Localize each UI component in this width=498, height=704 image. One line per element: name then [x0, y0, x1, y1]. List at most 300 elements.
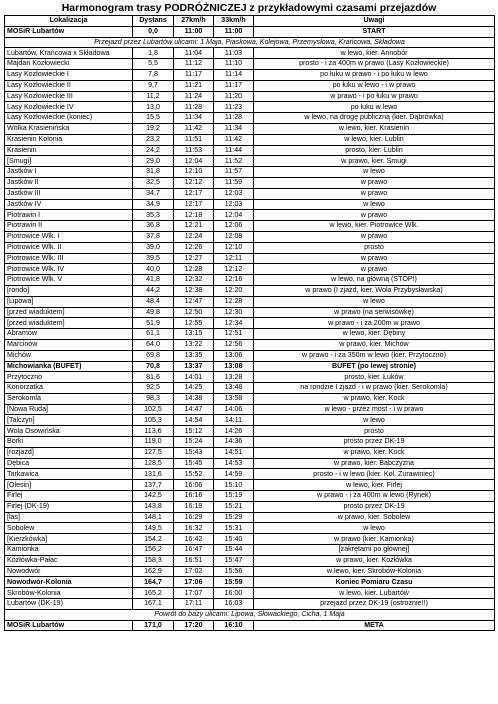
location-cell: Piotrowice Wlk. I: [5, 231, 133, 242]
table-row: [5, 577, 495, 588]
notes-cell: w prawo, kier. Babczyzna: [254, 458, 495, 469]
time-27-cell: 12:32: [174, 275, 214, 286]
schedule-rows: [5, 26, 495, 631]
time-33-cell: 11:14: [214, 69, 254, 80]
time-27-cell: 16:19: [174, 501, 214, 512]
time-27-cell: 12:26: [174, 242, 214, 253]
table-row: [5, 372, 495, 383]
location-cell: [przed wiaduktem]: [5, 307, 133, 318]
time-27-cell: 14:54: [174, 415, 214, 426]
location-cell: Serokomla: [5, 393, 133, 404]
schedule-table: [4, 15, 495, 631]
notes-cell: w lewo: [254, 415, 495, 426]
time-27-cell: 12:04: [174, 156, 214, 167]
notes-cell: w prawo, kier. Michów: [254, 339, 495, 350]
table-row: [5, 145, 495, 156]
time-33-cell: 12:03: [214, 188, 254, 199]
distance-cell: 24,2: [133, 145, 174, 156]
notes-cell: w prawo, kier. Kock: [254, 447, 495, 458]
time-33-cell: 12:30: [214, 307, 254, 318]
time-33-cell: 11:20: [214, 91, 254, 102]
location-cell: Piotrowice Wlk. III: [5, 253, 133, 264]
table-row: [5, 566, 495, 577]
time-33-cell: 14:59: [214, 469, 254, 480]
table-row: [5, 458, 495, 469]
time-33-cell: 12:03: [214, 199, 254, 210]
distance-cell: 165,2: [133, 588, 174, 599]
table-row: [5, 523, 495, 534]
location-cell: [Lipowa]: [5, 296, 133, 307]
distance-cell: 148,1: [133, 512, 174, 523]
table-row: [5, 264, 495, 275]
notes-cell: w prawo (na serwisówkę): [254, 307, 495, 318]
time-33-cell: 14:51: [214, 447, 254, 458]
time-33-cell: 12:20: [214, 285, 254, 296]
table-row: [5, 231, 495, 242]
distance-cell: 34,7: [133, 188, 174, 199]
time-27-cell: 11:42: [174, 123, 214, 134]
location-cell: Lasy Kozłowieckie I: [5, 69, 133, 80]
table-row: [5, 242, 495, 253]
time-27-cell: 15:52: [174, 469, 214, 480]
distance-cell: 143,8: [133, 501, 174, 512]
table-row: [5, 210, 495, 221]
distance-cell: 154,2: [133, 534, 174, 545]
distance-cell: 0,0: [133, 26, 174, 37]
table-row: [5, 534, 495, 545]
time-27-cell: 16:51: [174, 555, 214, 566]
table-row: [5, 491, 495, 502]
table-row: [5, 480, 495, 491]
distance-cell: 7,8: [133, 69, 174, 80]
time-27-cell: 11:28: [174, 102, 214, 113]
time-33-cell: 14:26: [214, 426, 254, 437]
time-27-cell: 12:27: [174, 253, 214, 264]
time-33-cell: 11:28: [214, 113, 254, 124]
notes-cell: w prawo: [254, 253, 495, 264]
time-33-cell: 12:28: [214, 296, 254, 307]
notes-cell: w prawo: [254, 264, 495, 275]
time-33-cell: 12:08: [214, 231, 254, 242]
table-row: [5, 221, 495, 232]
time-33-cell: 11:03: [214, 48, 254, 59]
table-row: [5, 113, 495, 124]
location-cell: [Olesin]: [5, 480, 133, 491]
notes-cell: w lewo, na drogę publiczną (kier. Dąbrówka): [254, 113, 495, 124]
notes-cell: Koniec Pomiaru Czasu: [254, 577, 495, 588]
distance-cell: 156,2: [133, 545, 174, 556]
time-27-cell: 12:24: [174, 231, 214, 242]
header-time-27: 27km/h: [174, 16, 214, 27]
time-27-cell: 17:06: [174, 577, 214, 588]
notes-cell: w lewo, kier. Skrobów-Kolonia: [254, 566, 495, 577]
location-cell: Krasienin: [5, 145, 133, 156]
time-27-cell: 12:17: [174, 199, 214, 210]
table-row: [5, 307, 495, 318]
notes-cell: w lewo: [254, 523, 495, 534]
location-cell: Firlej: [5, 491, 133, 502]
distance-cell: 92,5: [133, 383, 174, 394]
location-cell: Nowodwór: [5, 566, 133, 577]
table-row: [5, 555, 495, 566]
table-row: [5, 188, 495, 199]
table-row: [5, 275, 495, 286]
distance-cell: 37,8: [133, 231, 174, 242]
table-row: [5, 199, 495, 210]
time-33-cell: 12:12: [214, 264, 254, 275]
distance-cell: 35,3: [133, 210, 174, 221]
notes-cell: prosto, kier. Lublin: [254, 145, 495, 156]
table-row: [5, 156, 495, 167]
location-cell: Jastków II: [5, 177, 133, 188]
location-cell: [las]: [5, 512, 133, 523]
location-cell: Jastków I: [5, 167, 133, 178]
time-33-cell: 11:17: [214, 80, 254, 91]
time-33-cell: 12:56: [214, 339, 254, 350]
time-33-cell: 12:51: [214, 329, 254, 340]
time-33-cell: 14:53: [214, 458, 254, 469]
location-cell: Tarkawica: [5, 469, 133, 480]
table-row: [5, 285, 495, 296]
time-33-cell: 15:47: [214, 555, 254, 566]
table-row: [5, 123, 495, 134]
location-cell: Sobolew: [5, 523, 133, 534]
route-note-row: [5, 37, 495, 48]
distance-cell: 171,0: [133, 620, 174, 631]
distance-cell: 48,4: [133, 296, 174, 307]
table-row: [5, 501, 495, 512]
distance-cell: 11,2: [133, 91, 174, 102]
time-33-cell: 15:21: [214, 501, 254, 512]
notes-cell: w lewo: [254, 296, 495, 307]
time-33-cell: 13:06: [214, 350, 254, 361]
notes-cell: w lewo, kier. Lublin: [254, 134, 495, 145]
time-27-cell: 16:42: [174, 534, 214, 545]
distance-cell: 64,0: [133, 339, 174, 350]
table-row: [5, 339, 495, 350]
notes-cell: w prawo - i za 400m w lewo (Rynek): [254, 491, 495, 502]
table-row: [5, 426, 495, 437]
time-27-cell: 15:45: [174, 458, 214, 469]
time-27-cell: 14:47: [174, 404, 214, 415]
time-33-cell: 15:59: [214, 577, 254, 588]
time-33-cell: 16:03: [214, 599, 254, 610]
time-27-cell: 12:17: [174, 188, 214, 199]
header-row: [5, 16, 495, 27]
time-33-cell: 11:42: [214, 134, 254, 145]
notes-cell: prosto przez DK-19: [254, 501, 495, 512]
notes-cell: w prawo - i po łuku w prawo: [254, 91, 495, 102]
time-33-cell: 14:36: [214, 437, 254, 448]
table-row: [5, 59, 495, 70]
time-27-cell: 17:11: [174, 599, 214, 610]
table-row: [5, 102, 495, 113]
time-27-cell: 17:20: [174, 620, 214, 631]
table-row: [5, 177, 495, 188]
location-cell: Skrobów-Kolonia: [5, 588, 133, 599]
location-cell: Kamionka: [5, 545, 133, 556]
time-33-cell: 12:34: [214, 318, 254, 329]
time-27-cell: 11:04: [174, 48, 214, 59]
time-27-cell: 15:12: [174, 426, 214, 437]
location-cell: Borki: [5, 437, 133, 448]
time-27-cell: 11:51: [174, 134, 214, 145]
time-27-cell: 16:29: [174, 512, 214, 523]
distance-cell: 131,6: [133, 469, 174, 480]
location-cell: Wola Osowińska: [5, 426, 133, 437]
time-27-cell: 11:53: [174, 145, 214, 156]
table-row: [5, 545, 495, 556]
notes-cell: w prawo, kier. Kock: [254, 393, 495, 404]
distance-cell: 81,6: [133, 372, 174, 383]
location-cell: Michów: [5, 350, 133, 361]
route-note-row: [5, 609, 495, 620]
time-27-cell: 15:24: [174, 437, 214, 448]
time-27-cell: 15:43: [174, 447, 214, 458]
header-distance: Dystans: [133, 16, 174, 27]
table-row: [5, 383, 495, 394]
distance-cell: 70,8: [133, 361, 174, 372]
distance-cell: 98,3: [133, 393, 174, 404]
table-row: [5, 26, 495, 37]
distance-cell: 105,3: [133, 415, 174, 426]
distance-cell: 5,5: [133, 59, 174, 70]
table-row: [5, 415, 495, 426]
distance-cell: 49,8: [133, 307, 174, 318]
time-33-cell: 13:58: [214, 393, 254, 404]
table-row: [5, 512, 495, 523]
notes-cell: prosto, kier. Łuków: [254, 372, 495, 383]
distance-cell: 19,2: [133, 123, 174, 134]
time-33-cell: 15:40: [214, 534, 254, 545]
time-33-cell: 15:19: [214, 491, 254, 502]
time-27-cell: 13:22: [174, 339, 214, 350]
table-row: [5, 296, 495, 307]
notes-cell: w prawo (kier. Kamionka): [254, 534, 495, 545]
time-33-cell: 14:11: [214, 415, 254, 426]
time-33-cell: 11:57: [214, 167, 254, 178]
time-33-cell: 12:11: [214, 253, 254, 264]
time-33-cell: 11:59: [214, 177, 254, 188]
header-notes: Uwagi: [254, 16, 495, 27]
time-27-cell: 12:50: [174, 307, 214, 318]
location-cell: Piotrowice Wlk. V: [5, 275, 133, 286]
time-27-cell: 14:01: [174, 372, 214, 383]
distance-cell: 128,5: [133, 458, 174, 469]
notes-cell: w lewo: [254, 167, 495, 178]
time-27-cell: 12:55: [174, 318, 214, 329]
time-27-cell: 14:38: [174, 393, 214, 404]
time-33-cell: 16:00: [214, 588, 254, 599]
route-note: Powrót do bazy ulicami: Lipowa, Słowackiego, Cicha, 1 Maja: [5, 609, 495, 620]
time-27-cell: 16:47: [174, 545, 214, 556]
table-row: [5, 80, 495, 91]
location-cell: [rondo]: [5, 285, 133, 296]
table-row: [5, 253, 495, 264]
table-row: [5, 393, 495, 404]
location-cell: [Talczyn]: [5, 415, 133, 426]
distance-cell: 36,8: [133, 221, 174, 232]
time-27-cell: 14:25: [174, 383, 214, 394]
location-cell: Krasienin Kolonia: [5, 134, 133, 145]
notes-cell: w prawo (I zjazd, kier. Wola Przybysławska): [254, 285, 495, 296]
location-cell: Dębica: [5, 458, 133, 469]
notes-cell: przejazd przez DK-19 (ostrożnie!!): [254, 599, 495, 610]
table-row: [5, 404, 495, 415]
table-row: [5, 588, 495, 599]
distance-cell: 40,0: [133, 264, 174, 275]
notes-cell: w lewo, kier. Lubartów: [254, 588, 495, 599]
table-row: [5, 620, 495, 631]
distance-cell: 69,8: [133, 350, 174, 361]
time-27-cell: 12:38: [174, 285, 214, 296]
distance-cell: 102,5: [133, 404, 174, 415]
location-cell: Lasy Kozłowieckie IV: [5, 102, 133, 113]
time-27-cell: 12:18: [174, 210, 214, 221]
location-cell: Piotrowice Wlk. II: [5, 242, 133, 253]
location-cell: Lubartów, Krańcowa x Składowa: [5, 48, 133, 59]
location-cell: [Nowa Ruda]: [5, 404, 133, 415]
location-cell: Lasy Kozłowieckie (koniec): [5, 113, 133, 124]
time-27-cell: 12:12: [174, 177, 214, 188]
time-33-cell: 11:52: [214, 156, 254, 167]
location-cell: Jastków III: [5, 188, 133, 199]
time-27-cell: 16:16: [174, 491, 214, 502]
table-row: [5, 48, 495, 59]
distance-cell: 164,7: [133, 577, 174, 588]
notes-cell: prosto: [254, 242, 495, 253]
location-cell: Jastków IV: [5, 199, 133, 210]
table-row: [5, 91, 495, 102]
time-33-cell: 12:06: [214, 221, 254, 232]
notes-cell: w lewo, kier. Dębiny: [254, 329, 495, 340]
location-cell: [rozjazd]: [5, 447, 133, 458]
time-27-cell: 11:17: [174, 69, 214, 80]
notes-cell: prosto przez DK-19: [254, 437, 495, 448]
notes-cell: prosto - i za 400m w prawo (Lasy Kozłowieckie): [254, 59, 495, 70]
notes-cell: prosto: [254, 426, 495, 437]
table-row: [5, 69, 495, 80]
notes-cell: BUFET (po lewej stronie): [254, 361, 495, 372]
distance-cell: 127,5: [133, 447, 174, 458]
location-cell: [przed wiaduktem]: [5, 318, 133, 329]
notes-cell: w prawo - i za 200m w prawo: [254, 318, 495, 329]
time-27-cell: 12:28: [174, 264, 214, 275]
distance-cell: 158,3: [133, 555, 174, 566]
distance-cell: 13,0: [133, 102, 174, 113]
location-cell: Michowianka (BUFET): [5, 361, 133, 372]
time-27-cell: 13:15: [174, 329, 214, 340]
time-33-cell: 15:10: [214, 480, 254, 491]
table-row: [5, 318, 495, 329]
time-27-cell: 11:24: [174, 91, 214, 102]
distance-cell: 142,5: [133, 491, 174, 502]
table-row: [5, 134, 495, 145]
time-33-cell: 12:04: [214, 210, 254, 221]
time-33-cell: 13:48: [214, 383, 254, 394]
distance-cell: 23,2: [133, 134, 174, 145]
notes-cell: START: [254, 26, 495, 37]
location-cell: Piotrawin I: [5, 210, 133, 221]
table-row: [5, 447, 495, 458]
time-27-cell: 11:34: [174, 113, 214, 124]
notes-cell: META: [254, 620, 495, 631]
time-33-cell: 15:29: [214, 512, 254, 523]
distance-cell: 41,8: [133, 275, 174, 286]
distance-cell: 119,0: [133, 437, 174, 448]
notes-cell: w lewo - przez most - i w prawo: [254, 404, 495, 415]
location-cell: Piotrowice Wlk. IV: [5, 264, 133, 275]
location-cell: Kozłówka-Pałac: [5, 555, 133, 566]
location-cell: Wólka Krasienińska: [5, 123, 133, 134]
page-title: Harmonogram trasy PODRÓŻNICZEJ z przykładowymi czasami przejazdów: [61, 2, 437, 14]
time-33-cell: 15:56: [214, 566, 254, 577]
time-27-cell: 13:37: [174, 361, 214, 372]
notes-cell: w prawo: [254, 210, 495, 221]
notes-cell: w prawo, kier. Kozłówka: [254, 555, 495, 566]
time-27-cell: 13:35: [174, 350, 214, 361]
time-27-cell: 12:21: [174, 221, 214, 232]
location-cell: Lasy Kozłowieckie III: [5, 91, 133, 102]
distance-cell: 167,1: [133, 599, 174, 610]
location-cell: Lubartów (DK-19): [5, 599, 133, 610]
notes-cell: w prawo, kier. Smugi: [254, 156, 495, 167]
time-33-cell: 15:31: [214, 523, 254, 534]
distance-cell: 1,8: [133, 48, 174, 59]
notes-cell: po łuku w prawo - i po łuku w lewo: [254, 69, 495, 80]
distance-cell: 39,0: [133, 242, 174, 253]
location-cell: [Smugi]: [5, 156, 133, 167]
notes-cell: w lewo, kier. Firlej: [254, 480, 495, 491]
table-row: [5, 167, 495, 178]
notes-cell: w lewo, kier. Annobór: [254, 48, 495, 59]
location-cell: Marcinów: [5, 339, 133, 350]
location-cell: Konorzatka: [5, 383, 133, 394]
notes-cell: [zakrętami po głównej]: [254, 545, 495, 556]
location-cell: Firlej (DK-19): [5, 501, 133, 512]
location-cell: Nowodwór-Kolonia: [5, 577, 133, 588]
location-cell: MOSiR Lubartów: [5, 620, 133, 631]
time-33-cell: 11:44: [214, 145, 254, 156]
time-33-cell: 11:00: [214, 26, 254, 37]
time-33-cell: 13:08: [214, 361, 254, 372]
table-row: [5, 599, 495, 610]
table-row: [5, 329, 495, 340]
time-27-cell: 11:21: [174, 80, 214, 91]
location-cell: Piotrawin II: [5, 221, 133, 232]
time-27-cell: 17:02: [174, 566, 214, 577]
notes-cell: po łuku w lewo - i w prawo: [254, 80, 495, 91]
time-33-cell: 12:16: [214, 275, 254, 286]
table-row: [5, 469, 495, 480]
location-cell: Lasy Kozłowieckie II: [5, 80, 133, 91]
notes-cell: w prawo, kier. Sobolew: [254, 512, 495, 523]
location-cell: [Kierzkówka]: [5, 534, 133, 545]
distance-cell: 162,9: [133, 566, 174, 577]
distance-cell: 9,7: [133, 80, 174, 91]
time-27-cell: 11:00: [174, 26, 214, 37]
notes-cell: prosto - i w lewo (kier. Kol. Żurawiniec): [254, 469, 495, 480]
route-note: Przejazd przez Lubartów ulicami: 1 Maja, Piaskowa, Kolejowa, Przemysłowa, Krańcowa, Składowa: [5, 37, 495, 48]
distance-cell: 51,9: [133, 318, 174, 329]
notes-cell: po łuku w lewo: [254, 102, 495, 113]
distance-cell: 39,5: [133, 253, 174, 264]
location-cell: Abramów: [5, 329, 133, 340]
distance-cell: 34,9: [133, 199, 174, 210]
time-33-cell: 16:10: [214, 620, 254, 631]
distance-cell: 149,5: [133, 523, 174, 534]
time-27-cell: 11:12: [174, 59, 214, 70]
